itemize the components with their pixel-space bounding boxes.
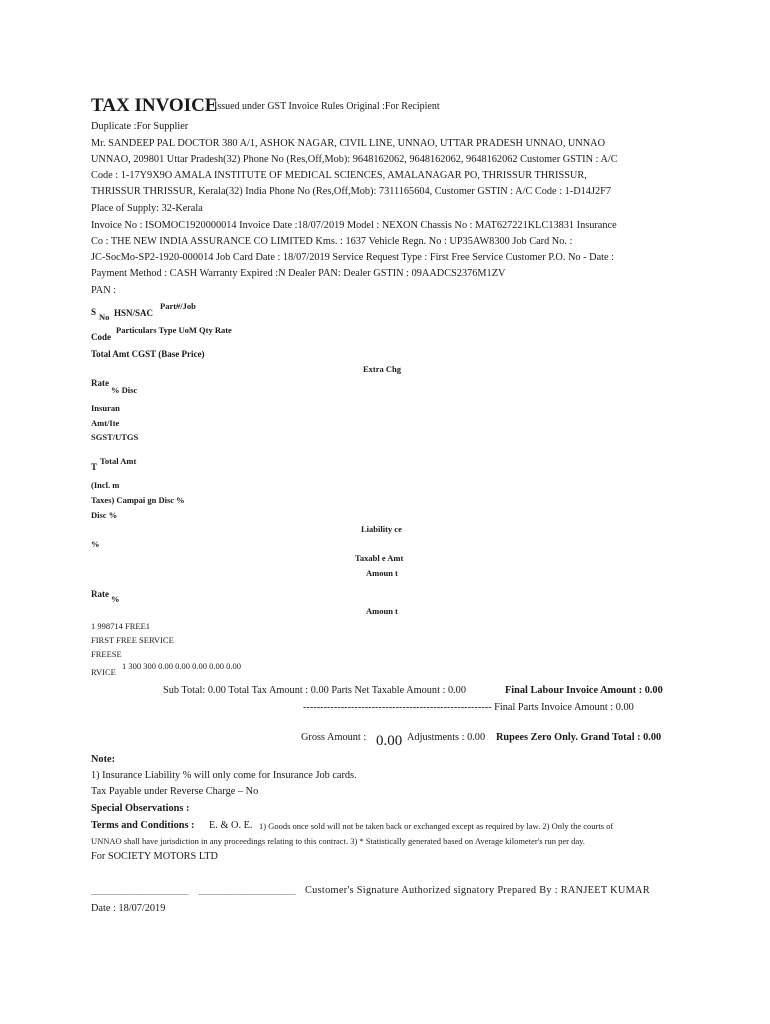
col-header-taxes: Taxes) Campai gn Disc % xyxy=(91,495,185,505)
invoice-date: Date : 18/07/2019 xyxy=(91,903,166,914)
note-line: 1) Insurance Liability % will only come for Insurance Job cards. xyxy=(91,770,357,781)
place-of-supply: Place of Supply: 32-Kerala xyxy=(91,203,203,214)
note-line: Tax Payable under Reverse Charge – No xyxy=(91,786,259,797)
invoice-info-line: Invoice No : ISOMOC1920000014 Invoice Date :18/07/2019 Model : NEXON Chassis No : MAT627221KLC13831 Insurance xyxy=(91,220,617,231)
signature-text: Customer's Signature Authorized signatory Prepared By : RANJEET KUMAR xyxy=(305,885,650,896)
invoice-subtitle: Issued under GST Invoice Rules Original :For Recipient xyxy=(214,101,440,112)
item-values: 1 300 300 0.00 0.00 0.00 0.00 0.00 xyxy=(122,661,241,671)
col-header-amount: Amoun t xyxy=(366,568,398,578)
invoice-info-line: Payment Method : CASH Warranty Expired :N Dealer PAN: Dealer GSTIN : 09AADCS2376M1ZV xyxy=(91,268,506,279)
invoice-info-line: Co : THE NEW INDIA ASSURANCE CO LIMITED Kms. : 1637 Vehicle Regn. No : UP35AW8300 Job Card No. : xyxy=(91,236,573,247)
final-labour-amount: Final Labour Invoice Amount : 0.00 xyxy=(505,685,663,696)
col-header-insuran: Insuran xyxy=(91,403,120,413)
col-header-t: T xyxy=(91,462,98,472)
col-header-rate: Rate xyxy=(91,378,109,388)
col-header-liability: Liability ce xyxy=(361,524,402,534)
terms-text: UNNAO shall have jurisdiction in any proceedings relating to this contract. 3) * Statistically generated based on Average kilometer's run per day. xyxy=(91,836,585,846)
col-header-taxable: Taxabl e Amt xyxy=(355,553,404,563)
subtotal-text: Sub Total: 0.00 Total Tax Amount : 0.00 Parts Net Taxable Amount : 0.00 xyxy=(163,685,466,696)
note-heading: Note: xyxy=(91,754,116,765)
col-header-partjob: Part#/Job xyxy=(160,301,196,311)
signature-blank: ___________________ xyxy=(91,885,189,896)
item-line: RVICE xyxy=(91,667,116,677)
col-header-no: No xyxy=(99,312,110,322)
address-line: UNNAO, 209801 Uttar Pradesh(32) Phone No (Res,Off,Mob): 9648162062, 9648162062, 9648162062 Customer GSTIN : A/C xyxy=(91,154,618,165)
col-header-s: S xyxy=(91,307,97,317)
address-line: THRISSUR THRISSUR, Kerala(32) India Phone No (Res,Off,Mob): 7311165604, Customer GSTIN : A/C Code : 1-D14J2F7 xyxy=(91,186,611,197)
terms-label: Terms and Conditions : xyxy=(91,820,195,831)
pan-label: PAN : xyxy=(91,285,117,296)
gross-amount-label: Gross Amount : xyxy=(301,732,367,743)
col-header-total-amt: Total Amt CGST (Base Price) xyxy=(91,349,205,359)
invoice-info-line: JC-SocMo-SP2-1920-000014 Job Card Date : 18/07/2019 Service Request Type : First Free Service Customer P.O. No - Date : xyxy=(91,252,615,263)
for-society: For SOCIETY MOTORS LTD xyxy=(91,851,218,862)
col-header-pct: % xyxy=(91,539,100,549)
adjustments: Adjustments : 0.00 xyxy=(407,732,486,743)
grand-total: Rupees Zero Only. Grand Total : 0.00 xyxy=(496,732,662,743)
item-line: FIRST FREE SERVICE xyxy=(91,635,174,645)
special-observations: Special Observations : xyxy=(91,803,190,814)
duplicate-label: Duplicate :For Supplier xyxy=(91,121,189,132)
col-header-amount2: Amoun t xyxy=(366,606,398,616)
item-line: 1 998714 FREE1 xyxy=(91,621,151,631)
col-header-disc-pct: Disc % xyxy=(91,510,118,520)
col-header-hsn: HSN/SAC xyxy=(114,308,154,318)
terms-eoe: E. & O. E. xyxy=(209,820,253,831)
col-header-extra-chg: Extra Chg xyxy=(363,364,402,374)
address-line: Mr. SANDEEP PAL DOCTOR 380 A/1, ASHOK NAGAR, CIVIL LINE, UNNAO, UTTAR PRADESH UNNAO, UNNAO xyxy=(91,138,606,149)
gross-amount-value: 0.00 xyxy=(376,733,403,749)
col-header-incl: (Incl. m xyxy=(91,480,120,490)
col-header-particulars: Particulars Type UoM Qty Rate xyxy=(116,325,232,335)
col-header-code: Code xyxy=(91,332,111,342)
item-line: FREESE xyxy=(91,649,122,659)
invoice-title: TAX INVOICE xyxy=(91,95,218,116)
signature-blank: ___________________ xyxy=(198,885,296,896)
col-header-pct-disc: % Disc xyxy=(111,385,138,395)
col-header-rate2: Rate xyxy=(91,589,109,599)
address-line: Code : 1-17Y9X9O AMALA INSTITUTE OF MEDICAL SCIENCES, AMALANAGAR PO, THRISSUR THRISSUR, xyxy=(91,170,587,181)
col-header-pct2: % xyxy=(111,594,120,604)
col-header-sgst: SGST/UTGS xyxy=(91,432,139,442)
terms-text: 1) Goods once sold will not be taken back or exchanged except as required by law. 2) Only the courts of xyxy=(259,821,614,831)
col-header-amt-ite: Amt/Ite xyxy=(91,418,120,428)
col-header-total-amt2: Total Amt xyxy=(100,456,137,466)
final-parts-amount: ------------------------------------------------------- Final Parts Invoice Amount : 0.00 xyxy=(303,702,634,713)
